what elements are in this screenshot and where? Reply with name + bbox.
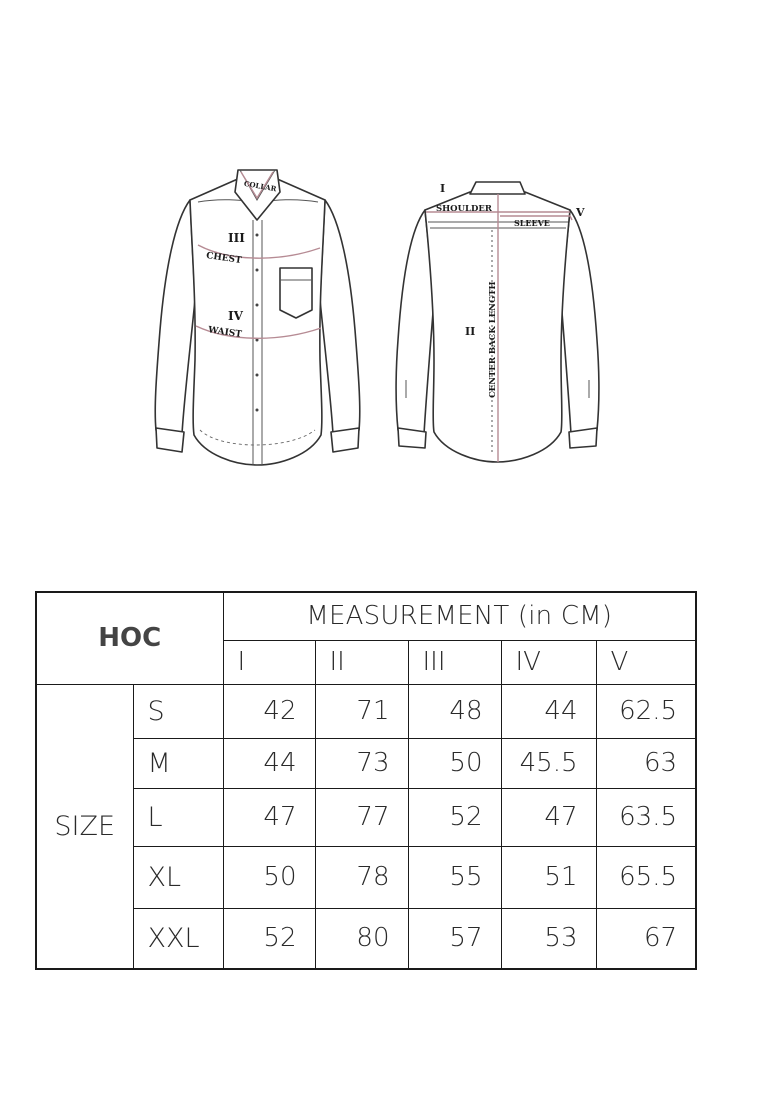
value-cell: 77 bbox=[315, 788, 408, 846]
value-cell: 44 bbox=[223, 738, 315, 788]
front-pocket bbox=[280, 268, 312, 318]
front-body bbox=[190, 178, 325, 465]
column-header: V bbox=[596, 640, 696, 684]
back-right-cuff bbox=[569, 428, 597, 448]
front-shirt bbox=[155, 170, 360, 465]
value-cell: 53 bbox=[501, 908, 596, 969]
column-header: III bbox=[408, 640, 501, 684]
size-chart-table bbox=[35, 591, 697, 970]
length-numeral: II bbox=[465, 325, 476, 338]
value-cell: 78 bbox=[315, 846, 408, 908]
front-left-cuff bbox=[156, 428, 184, 452]
size-label: L bbox=[133, 788, 223, 846]
value-cell: 50 bbox=[223, 846, 315, 908]
value-cell: 57 bbox=[408, 908, 501, 969]
value-cell: 44 bbox=[501, 684, 596, 738]
chest-label: CHEST bbox=[205, 251, 243, 266]
waist-label: WAIST bbox=[207, 325, 243, 341]
table-row bbox=[36, 788, 696, 846]
shirt-diagram bbox=[140, 130, 640, 530]
shoulder-numeral: I bbox=[440, 182, 446, 195]
back-shirt bbox=[396, 182, 599, 462]
measurement-title: MEASUREMENT (in CM) bbox=[223, 592, 696, 640]
back-left-cuff bbox=[398, 428, 426, 448]
column-header: I bbox=[223, 640, 315, 684]
shoulder-label: SHOULDER bbox=[436, 204, 492, 214]
waist-numeral: IV bbox=[228, 309, 243, 323]
value-cell: 52 bbox=[223, 908, 315, 969]
value-cell: 50 bbox=[408, 738, 501, 788]
table-row bbox=[36, 738, 696, 788]
value-cell: 47 bbox=[501, 788, 596, 846]
column-header: IV bbox=[501, 640, 596, 684]
sleeve-label: SLEEVE bbox=[514, 218, 550, 228]
size-label: XXL bbox=[133, 908, 223, 969]
sleeve-numeral: V bbox=[576, 206, 585, 219]
shirt-diagram-svg bbox=[140, 130, 640, 530]
value-cell: 73 bbox=[315, 738, 408, 788]
back-collar bbox=[470, 182, 525, 194]
value-cell: 42 bbox=[223, 684, 315, 738]
front-left-sleeve bbox=[155, 200, 195, 434]
value-cell: 52 bbox=[408, 788, 501, 846]
table-row bbox=[36, 908, 696, 969]
value-cell: 51 bbox=[501, 846, 596, 908]
collar-label: COLLAR bbox=[243, 178, 278, 194]
value-cell: 62.5 bbox=[596, 684, 696, 738]
brand-cell: HOC bbox=[36, 592, 223, 684]
size-label: S bbox=[133, 684, 223, 738]
front-right-sleeve bbox=[320, 200, 360, 434]
front-right-cuff bbox=[331, 428, 359, 452]
value-cell: 47 bbox=[223, 788, 315, 846]
value-cell: 67 bbox=[596, 908, 696, 969]
value-cell: 48 bbox=[408, 684, 501, 738]
table-row bbox=[36, 684, 696, 738]
size-label: M bbox=[133, 738, 223, 788]
value-cell: 80 bbox=[315, 908, 408, 969]
table-row bbox=[36, 846, 696, 908]
value-cell: 63 bbox=[596, 738, 696, 788]
length-label: CENTER BACK LENGTH bbox=[488, 281, 498, 398]
value-cell: 55 bbox=[408, 846, 501, 908]
value-cell: 71 bbox=[315, 684, 408, 738]
chest-numeral: III bbox=[228, 231, 245, 245]
value-cell: 63.5 bbox=[596, 788, 696, 846]
value-cell: 65.5 bbox=[596, 846, 696, 908]
size-label: XL bbox=[133, 846, 223, 908]
value-cell: 45.5 bbox=[501, 738, 596, 788]
size-title: SIZE bbox=[36, 684, 133, 969]
column-header: II bbox=[315, 640, 408, 684]
